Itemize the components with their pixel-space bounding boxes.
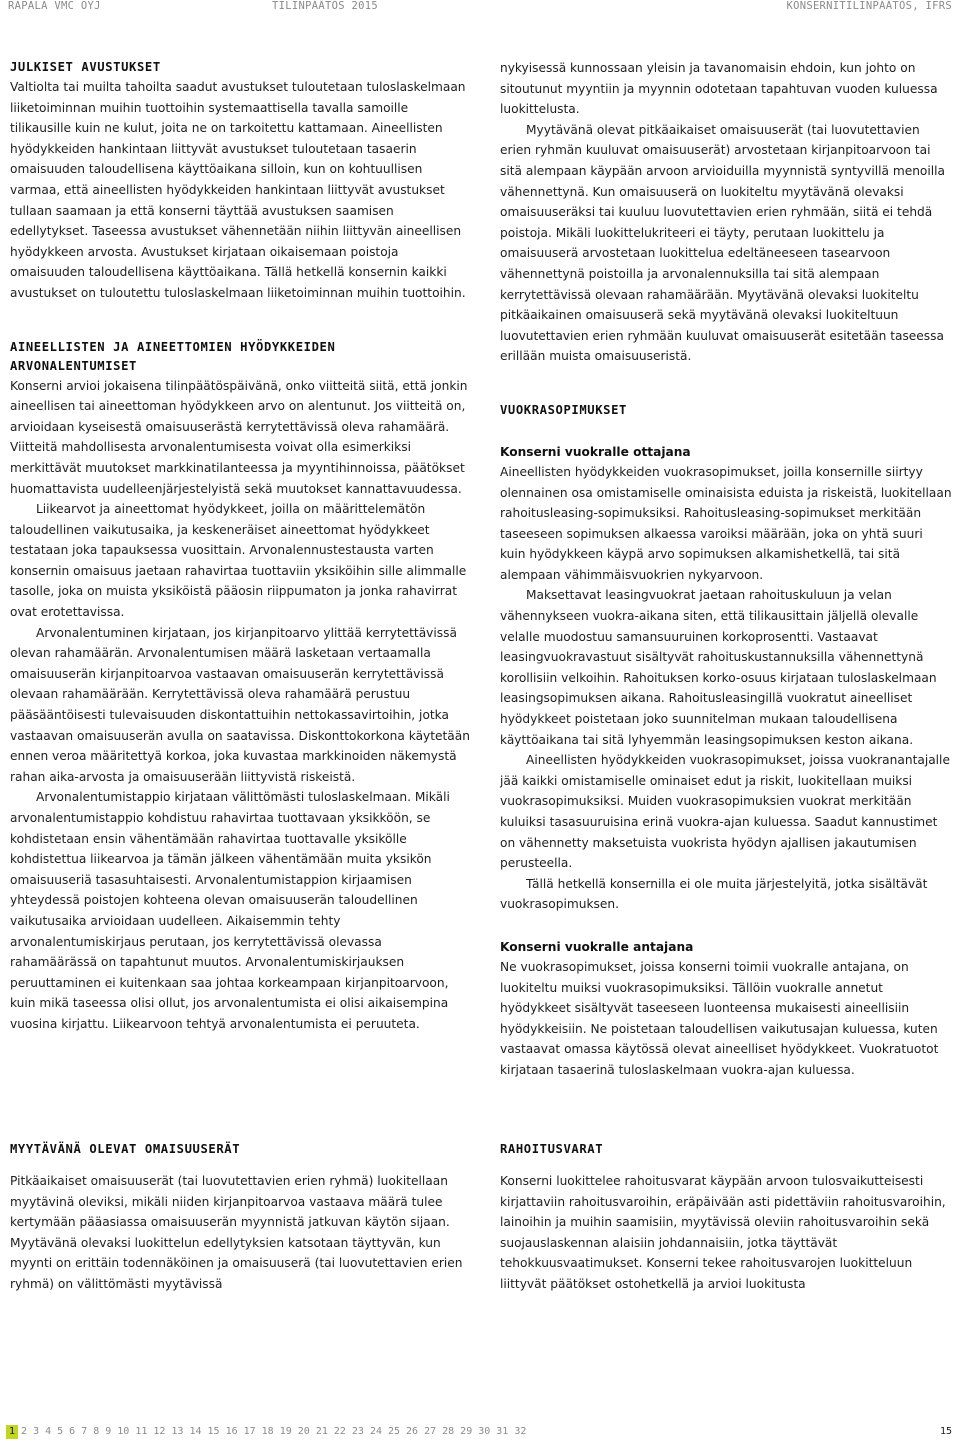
right-column (500, 58, 952, 1081)
page-link-15[interactable]: 15 (207, 1426, 220, 1437)
page-link-4[interactable]: 4 (45, 1426, 52, 1437)
page-link-11[interactable]: 11 (135, 1426, 148, 1437)
page-link-28[interactable]: 28 (442, 1426, 455, 1437)
page-link-17[interactable]: 17 (243, 1426, 256, 1437)
impairment-paragraph-4: Arvonalentumistappio kirjataan välittömästi tuloslaskelmaan. Mikäli arvonalentumistappio kohdistuu rahavirtaa tuottavaan yksikköön, se kohdistetaan ensin vähentämään rahavirtaa tuottavalle yksikölle kohdistettua liikearvoa ja tämän jälkeen vähentämään muita yksikön omaisuuseriä tasasuhtaisesti. Arvonalentumistappion kirjaamisen yhteydessä poistojen kohteena olevan omaisuuserän taloudellinen vaikutusaika arvioidaan uudelleen. Aikaisemmin tehty arvonalentumiskirjaus perutaan, jos kerrytettävissä olevassa rahamäärässä on tapahtunut muutos. Arvonalentumiskirjauksen peruuttaminen ei kuitenkaan saa johtaa korkeampaan kirjanpitoarvoon, kuin mikä taseessa olisi ollut, jos arvonalentumista ei olisi aikaisempina vuosina kirjattu. Liikearvoon tehtyä arvonalentumista ei peruuteta. (10, 790, 450, 1031)
page-link-3[interactable]: 3 (33, 1426, 40, 1437)
lessee-paragraph-4: Tällä hetkellä konsernilla ei ole muita järjestelyitä, jotka sisältävät vuokrasopimuksen. (500, 876, 928, 912)
company-name: RAPALA VMC OYJ (8, 0, 101, 12)
page-link-31[interactable]: 31 (496, 1426, 509, 1437)
page-link-9[interactable]: 9 (105, 1426, 112, 1437)
page-navigation (6, 1425, 529, 1439)
page-link-16[interactable]: 16 (225, 1426, 238, 1437)
impairment-paragraph-1: Konserni arvioi jokaisena tilinpäätöspäivänä, onko viitteitä siitä, että jonkin aineellisen tai aineettoman hyödykkeen arvo on alentunut. Jos viitteitä on, arvioidaan kyseisestä omaisuuserästä kerrytettävissä oleva rahamäärä. Viitteitä mahdollisesta arvonalentumisesta voivat olla esimerkiksi merkittävät muutokset markkinatilanteessa ja myyntihinnoissa, päätökset huomattavista uudelleenjärjestelyistä sekä muutokset kannattavuudessa. (10, 378, 468, 496)
held-for-sale-paragraph: Pitkäaikaiset omaisuuserät (tai luovutettavien erien ryhmä) luokitellaan myytävinä oleviksi, mikäli niiden kirjanpitoarvoa vastaava määrä tulee kertymään pääasiassa omaisuuserän myynnistä jatkuvan käytön sijaan. Myytävänä olevaksi luokittelun edellytyksien katsotaan täyttyvän, kun myynti on erittäin todennäköinen ja omaisuuserä (tai luovutettavien erien ryhmä) on välittömästi myytävissä (10, 1174, 463, 1291)
report-title: TILINPÄÄTÖS 2015 (272, 0, 378, 12)
page-link-20[interactable]: 20 (297, 1426, 310, 1437)
page-link-1[interactable]: 1 (6, 1425, 18, 1439)
page-link-12[interactable]: 12 (153, 1426, 166, 1437)
page-link-7[interactable]: 7 (81, 1426, 88, 1437)
page-link-13[interactable]: 13 (171, 1426, 184, 1437)
page-link-21[interactable]: 21 (315, 1426, 328, 1437)
impairment-heading-line-1: AINEELLISTEN JA AINEETTOMIEN HYÖDYKKEIDEN (10, 339, 336, 354)
section-title: KONSERNITILINPÄÄTÖS, IFRS (786, 0, 952, 12)
page-link-24[interactable]: 24 (369, 1426, 382, 1437)
page-link-2[interactable]: 2 (21, 1426, 28, 1437)
page-link-14[interactable]: 14 (189, 1426, 202, 1437)
page-link-32[interactable]: 32 (514, 1426, 527, 1437)
impairment-paragraph-2: Liikearvot ja aineettomat hyödykkeet, joilla on määrittelemätön taloudellinen vaikutusaika, ja keskeneräiset aineettomat hyödykkeet testataan joka tapauksessa vuosittain. Arvonalennustestausta varten konsernin omaisuus jaetaan rahavirtaa tuottaviin yksiköihin sille alimmalle tasolle, joka on muista yksiköistä pääosin riippumaton ja jonka rahavirrat ovat erotettavissa. (10, 502, 467, 620)
page-link-26[interactable]: 26 (406, 1426, 419, 1437)
page-link-25[interactable]: 25 (387, 1426, 401, 1437)
held-for-sale-heading: MYYTÄVÄNÄ OLEVAT OMAISUUSERÄT (10, 1142, 241, 1156)
page-link-5[interactable]: 5 (57, 1426, 64, 1437)
held-for-sale-continued-paragraph: nykyisessä kunnossaan yleisin ja tavanomaisin ehdoin, kun johto on sitoutunut myyntiin ja myynnin odotetaan tapahtuvan vuoden kuluessa luokittelusta. (500, 61, 938, 117)
page-link-30[interactable]: 30 (478, 1426, 491, 1437)
page-link-23[interactable]: 23 (351, 1426, 364, 1437)
page-link-22[interactable]: 22 (333, 1426, 346, 1437)
page-link-29[interactable]: 29 (460, 1426, 473, 1437)
lessee-paragraph-2: Maksettavat leasingvuokrat jaetaan rahoituskuluun ja velan vähennykseen vuokra-aikana siten, että tilikausittain jäljellä olevalle velalle muodostuu samansuuruinen korkoprosentti. Vastaavat leasingvuokravastuut sisältyvät rahoituskustannuksilla vähennettynä korollisiin velkoihin. Rahoituksen korko-osuus kirjataan tuloslaskelmaan leasingsopimuksen aikana. Rahoitusleasingillä vuokratut aineelliset hyödykkeet poistetaan joko suunnitelman mukaan taloudellisena käyttöaikana tai sitä lyhyemmän leasingsopimuksen keston aikana. (500, 588, 937, 747)
grants-paragraph: Valtiolta tai muilta tahoilta saadut avustukset tuloutetaan tuloslaskelmaan liiketoiminnan muihin tuottoihin systemaattisella tavalla samoille tilikausille kuin ne kulut, joita ne on tarkoitettu kattamaan. Aineellisten hyödykkeiden hankintaan liittyvät avustukset tuloutetaan tasaerin omaisuuden taloudellisena käyttöaikana silloin, kun on kohtuullisen varmaa, että aineellisten hyödykkeiden hankintaan liittyvät avustukset tullaan saamaan ja että konserni täyttää avustuksen saamisen edellytykset. Taseessa avustukset vähennetään niihin liittyvän aineellisen hyödykkeen arvosta. Avustukset kirjataan oikaisemaan poistoja omaisuuden taloudellisena käyttöaikana. Tällä hetkellä konsernin kaikki avustukset on tuloutettu tuloslaskelmaan liiketoiminnan muihin tuottoihin. (10, 80, 466, 300)
lessee-subheading: Konserni vuokralle ottajana (500, 444, 691, 459)
page-link-8[interactable]: 8 (93, 1426, 100, 1437)
leases-heading: VUOKRASOPIMUKSET (500, 402, 627, 417)
page-link-19[interactable]: 19 (279, 1426, 292, 1437)
page-link-6[interactable]: 6 (69, 1426, 76, 1437)
page-link-10[interactable]: 10 (117, 1426, 130, 1437)
left-column (10, 58, 470, 1035)
page-number: 15 (939, 1426, 952, 1437)
grants-heading: JULKISET AVUSTUKSET (10, 60, 161, 74)
impairment-heading-line-2: ARVONALENTUMISET (10, 358, 137, 373)
financial-assets-paragraph: Konserni luokittelee rahoitusvarat käypään arvoon tulosvaikutteisesti kirjattaviin rahoitusvaroihin, eräpäivään asti pidettäviin rahoitusvaroihin, lainoihin ja muihin saamisiin, myytävissä oleviin rahoitusvaroihin sekä suojauslaskennan alaisiin johdannaisiin, jotka täyttävät tehokkuusvaatimukset. Konserni tekee rahoitusvarojen luokitteluun liittyvät päätökset ostohetkellä ja arvioi luokitusta (500, 1174, 946, 1291)
lessee-paragraph-3: Aineellisten hyödykkeiden vuokrasopimukset, joissa vuokranantajalle jää kaikki omistamiselle ominaiset edut ja riskit, luokitellaan muiksi vuokrasopimuksiksi. Muiden vuokrasopimuksien vuokrat merkitään kuluiksi tasasuuruisina erinä vuokra-ajan kuluessa. Saadut kannustimet on vähennetty maksetuista vuokrista hyödyn ajallisen jakautumisen perusteella. (500, 753, 950, 871)
page-link-18[interactable]: 18 (261, 1426, 274, 1437)
lessee-paragraph-1: Aineellisten hyödykkeiden vuokrasopimukset, joilla konsernille siirtyy olennainen osa omistamiselle ominaisista eduista ja riskeistä, luokitellaan rahoitusleasing-sopimuksiksi. Rahoitusleasing-sopimukset merkitään taseeseen sopimuksen alkaessa varoiksi määrään, joka on yhtä suuri kuin hyödykkeen käypä arvo sopimuksen alkamishetkellä, tai sitä alempaan vähimmäisvuokrien nykyarvoon. (500, 464, 952, 582)
lessor-subheading: Konserni vuokralle antajana (500, 939, 694, 954)
impairment-paragraph-3: Arvonalentuminen kirjataan, jos kirjanpitoarvo ylittää kerrytettävissä olevan rahamäärän. Arvonalentumisen määrä lasketaan vertaamalla omaisuuserän kirjanpitoarvoa vastaavan omaisuuserän kerrytettävissä olevaan rahamäärään. Kerrytettävissä oleva rahamäärä perustuu pääsääntöisesti tulevaisuuden diskontattuihin nettokassavirtoihin, jotka vastaavan omaisuuserän avulla on saatavissa. Diskonttokorkona käytetään ennen veroa määritettyä korkoa, joka kuvastaa markkinoiden näkemystä rahan aika-arvosta ja omaisuuserään liittyvistä riskeistä. (10, 625, 470, 784)
financial-assets-heading: RAHOITUSVARAT (500, 1142, 604, 1156)
page-header (8, 0, 952, 14)
page-link-27[interactable]: 27 (424, 1426, 437, 1437)
held-for-sale-section (10, 1140, 470, 1295)
financial-assets-section (500, 1140, 952, 1295)
held-for-sale-valuation-paragraph: Myytävänä olevat pitkäaikaiset omaisuuserät (tai luovutettavien erien ryhmän kuuluvat omaisuuserät) arvostetaan kirjanpitoarvoon tai sitä alempaan käypään arvoon arvioiduilla myynnistä syntyvillä menoilla vähennettynä. Kun omaisuuserä on luokiteltu myytävänä olevaksi omaisuuseräksi tai kuuluu luovutettavien erien ryhmään, siitä ei tehdä poistoja. Mikäli luokittelukriteeri ei täyty, perutaan luokittelu ja omaisuuserä arvostetaan luokittelua edeltäneeseen tasearvoon vähennettynä poistoilla ja arvonalennuksilla tai sitä alempaan kerrytettävissä olevaan rahamäärään. Myytävänä olevaksi luokiteltu pitkäaikainen omaisuuserä sekä myytävänä olevaksi luokiteltuun luovutettavien erien ryhmään kuuluvat omaisuuserät esitetään taseessa erillään muista omaisuuseristä. (500, 122, 946, 364)
lessor-paragraph: Ne vuokrasopimukset, joissa konserni toimii vuokralle antajana, on luokiteltu muiksi vuokrasopimuksiksi. Tällöin vuokralle annetut hyödykkeet sisältyvät taseeseen luonteensa mukaisesti aineellisiin hyödykkeisiin. Ne poistetaan taloudellisen vaikutusajan kuluessa, kuten vastaavat omassa käytössä olevat aineelliset hyödykkeet. Vuokratuotot kirjataan tasaerinä tuloslaskelmaan vuokra-ajan kuluessa. (500, 959, 939, 1077)
